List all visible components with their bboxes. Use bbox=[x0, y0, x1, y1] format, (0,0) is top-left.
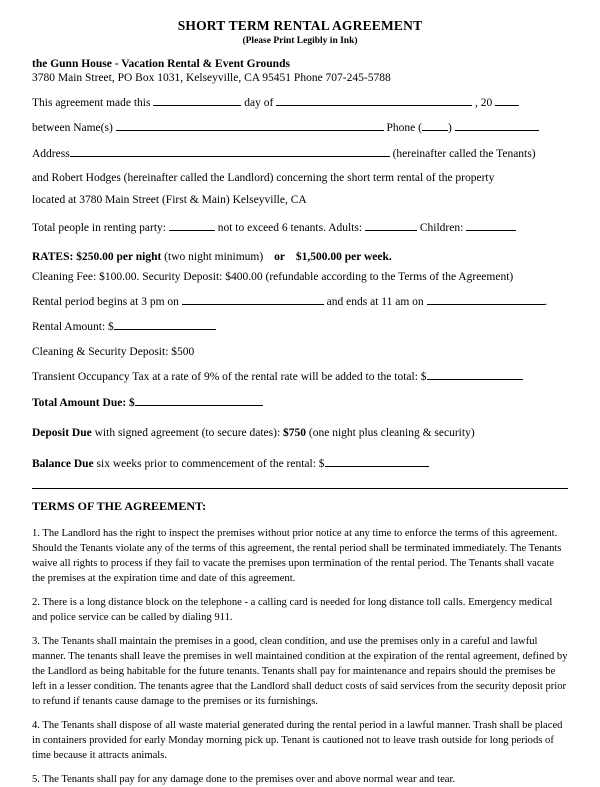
landlord-line-1: and Robert Hodges (hereinafter called the Landlord) concerning the short term rental of the property bbox=[32, 172, 495, 185]
deposit-due-text-1: with signed agreement (to secure dates): bbox=[94, 427, 281, 439]
tenant-address-tail: (hereinafter called the Tenants) bbox=[392, 147, 536, 160]
agreement-date-label-1: This agreement made this bbox=[32, 96, 151, 109]
rental-start-blank[interactable] bbox=[182, 293, 324, 305]
balance-due-blank[interactable] bbox=[325, 455, 429, 467]
term-item: 2. There is a long distance block on the telephone - a calling card is needed for long distance toll calls. Emergency medical and police service can be called by dialing 911. bbox=[32, 596, 553, 624]
fees-line: Cleaning Fee: $100.00. Security Deposit: $400.00 (refundable according to the Terms of the Agreement) bbox=[32, 270, 514, 283]
tenant-phone-label: Phone ( bbox=[386, 122, 422, 135]
tenant-names-label: between Name(s) bbox=[32, 122, 113, 135]
rates-line bbox=[32, 251, 568, 263]
occupancy-tax-blank[interactable] bbox=[427, 368, 523, 380]
balance-due-text: six weeks prior to commencement of the rental: $ bbox=[96, 458, 325, 471]
business-address: 3780 Main Street, PO Box 1031, Kelseyville, CA 95451 Phone 707-245-5788 bbox=[32, 72, 391, 84]
rental-amount-line bbox=[32, 318, 568, 336]
rate-nightly-note: (two night minimum) bbox=[164, 250, 264, 263]
rate-nightly: $250.00 per night bbox=[76, 250, 162, 263]
rental-period-line: Rental period begins at 3 pm on and ends at 11 am on . bbox=[32, 293, 568, 311]
deposit-due-label: Deposit Due bbox=[32, 427, 92, 439]
deposit-due-amount: $750 bbox=[283, 427, 307, 439]
party-children-blank[interactable] bbox=[466, 219, 516, 231]
rate-or: or bbox=[274, 250, 285, 263]
agreement-day-blank[interactable] bbox=[153, 94, 241, 106]
section-divider bbox=[32, 488, 568, 489]
occupancy-tax-label: Transient Occupancy Tax at a rate of 9% of the rental rate will be added to the total: $ bbox=[32, 371, 427, 384]
agreement-date-line bbox=[32, 94, 568, 112]
agreement-month-blank[interactable] bbox=[276, 94, 472, 106]
tenant-names-blank[interactable] bbox=[116, 119, 384, 131]
tenant-address-line bbox=[32, 145, 568, 163]
tenant-phone-blank[interactable] bbox=[455, 119, 539, 131]
balance-due-label: Balance Due bbox=[32, 458, 94, 471]
agreement-year-blank[interactable] bbox=[495, 94, 519, 106]
rental-amount-blank[interactable] bbox=[114, 318, 216, 330]
occupancy-tax-line bbox=[32, 368, 568, 386]
rate-weekly: $1,500.00 per week. bbox=[295, 250, 392, 263]
party-size-line bbox=[32, 219, 568, 237]
term-item: 1. The Landlord has the right to inspect the premises without prior notice at any time to enforce the terms of this agreement. Should the Tenants violate any of the terms of this agreement, the rental period shall be terminated immediately. The Tenants waive all rights to process if they fail to vacate the premises upon termination of the rental period. The Tenants shall vacate the premises at the expiration time and date of this agreement. bbox=[32, 527, 562, 584]
total-due-blank[interactable] bbox=[135, 394, 263, 406]
term-item: 5. The Tenants shall pay for any damage done to the premises over and above normal wear and tear. bbox=[32, 774, 456, 786]
total-due-line bbox=[32, 394, 568, 412]
deposit-due-line bbox=[32, 425, 568, 442]
party-adults-blank[interactable] bbox=[365, 219, 417, 231]
landlord-line-2: located at 3780 Main Street (First & Main) Kelseyville, CA bbox=[32, 193, 307, 206]
terms-heading: TERMS OF THE AGREEMENT: bbox=[32, 498, 207, 513]
rental-period-label-2: and ends at 11 am on bbox=[326, 295, 424, 308]
party-total-blank[interactable] bbox=[169, 219, 215, 231]
term-item: 4. The Tenants shall dispose of all waste material generated during the rental period in a lawful manner. Trash shall be placed in containers provided for early Monday morning pick up. Tenant is cautioned not to leave trash outside for long periods of time because it attracts animals. bbox=[32, 720, 563, 762]
party-size-label-3: Children: bbox=[419, 222, 464, 235]
agreement-date-label-3: , 20 bbox=[475, 96, 493, 109]
party-size-label-1: Total people in renting party: bbox=[32, 222, 166, 235]
rental-period-label-1: Rental period begins at 3 pm on bbox=[32, 295, 179, 308]
tenant-phone-area-blank[interactable] bbox=[422, 119, 448, 131]
tenant-address-label: Address bbox=[32, 147, 70, 160]
party-size-label-2: not to exceed 6 tenants. Adults: bbox=[217, 222, 363, 235]
business-name: the Gunn House - Vacation Rental & Event Grounds bbox=[32, 58, 290, 70]
balance-due-line bbox=[32, 455, 568, 473]
total-due-label: Total Amount Due: $ bbox=[32, 396, 135, 409]
tenant-names-line: between Name(s) Phone ( ) bbox=[32, 119, 568, 137]
rental-end-blank[interactable] bbox=[427, 293, 545, 305]
rental-amount-label: Rental Amount: $ bbox=[32, 321, 114, 334]
cleaning-security-line: Cleaning & Security Deposit: $500 bbox=[32, 345, 195, 358]
agreement-date-label-2: day of bbox=[244, 96, 274, 109]
page-title: SHORT TERM RENTAL AGREEMENT bbox=[177, 18, 423, 33]
deposit-due-text-2: (one night plus cleaning & security) bbox=[308, 427, 475, 439]
tenant-address-blank[interactable] bbox=[70, 145, 390, 157]
page-subtitle: (Please Print Legibly in Ink) bbox=[242, 36, 358, 46]
term-item: 3. The Tenants shall maintain the premises in a good, clean condition, and use the premises only in a careful and lawful manner. The tenants shall leave the premises in well maintained condition at the expiration of the rental agreement, defined by the Landlord as being habitable for the future tenants. Tenants shall pay for maintenance and repairs should the premises be left in a lesser condition. The tenants agree that the Landlord shall deduct costs of said services from the security deposit prior to refund if tenants cause damage to the premises or its furnishings. bbox=[32, 636, 568, 708]
rates-label: RATES: bbox=[32, 250, 74, 263]
